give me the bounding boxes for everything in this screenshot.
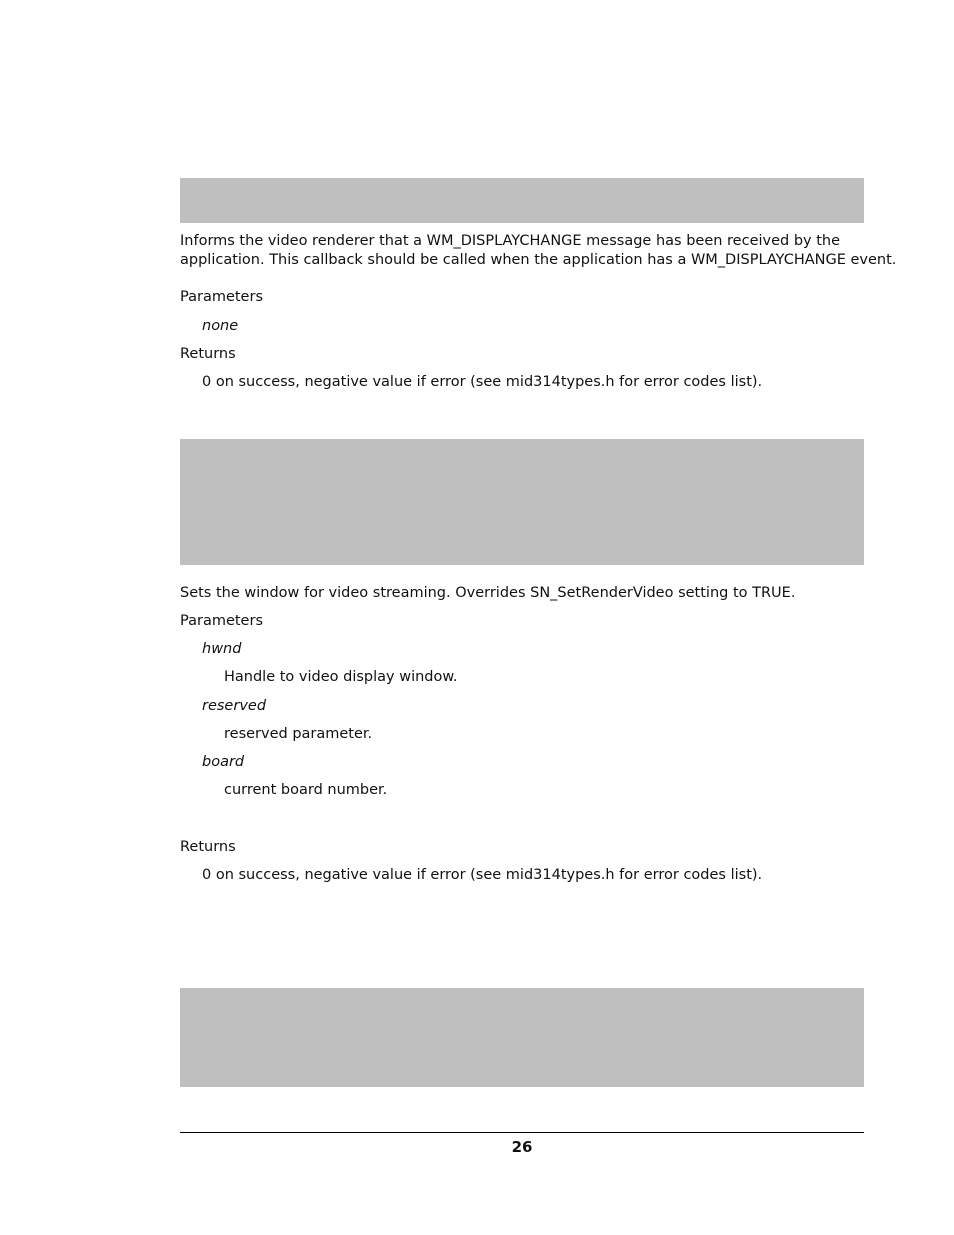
section2-description: Sets the window for video streaming. Overrides SN_SetRenderVideo setting to TRUE.: [180, 585, 796, 601]
param-desc-reserved: reserved parameter.: [224, 726, 373, 742]
section1-description-line2: application. This callback should be called when the application has a WM_DISPLAYCHANGE event.: [180, 252, 897, 268]
footer-rule: [180, 1132, 864, 1133]
function-header-block-1: [180, 178, 864, 223]
section1-returns-text: 0 on success, negative value if error (see mid314types.h for error codes list).: [202, 374, 763, 390]
section1-description-line1: Informs the video renderer that a WM_DISPLAYCHANGE message has been received by the: [180, 233, 841, 249]
function-header-block-2: [180, 439, 864, 565]
function-header-block-3: [180, 988, 864, 1087]
page-number: 26: [511, 1138, 533, 1156]
section1-param-none: none: [202, 318, 239, 334]
section2-parameters-heading: Parameters: [180, 613, 263, 629]
param-desc-hwnd: Handle to video display window.: [224, 669, 458, 685]
param-desc-board: current board number.: [224, 782, 388, 798]
section2-returns-heading: Returns: [180, 839, 236, 855]
section2-returns-text: 0 on success, negative value if error (see mid314types.h for error codes list).: [202, 867, 763, 883]
param-name-hwnd: hwnd: [202, 641, 242, 657]
param-name-reserved: reserved: [202, 698, 267, 714]
param-name-board: board: [202, 754, 245, 770]
section1-parameters-heading: Parameters: [180, 289, 263, 305]
section1-returns-heading: Returns: [180, 346, 236, 362]
